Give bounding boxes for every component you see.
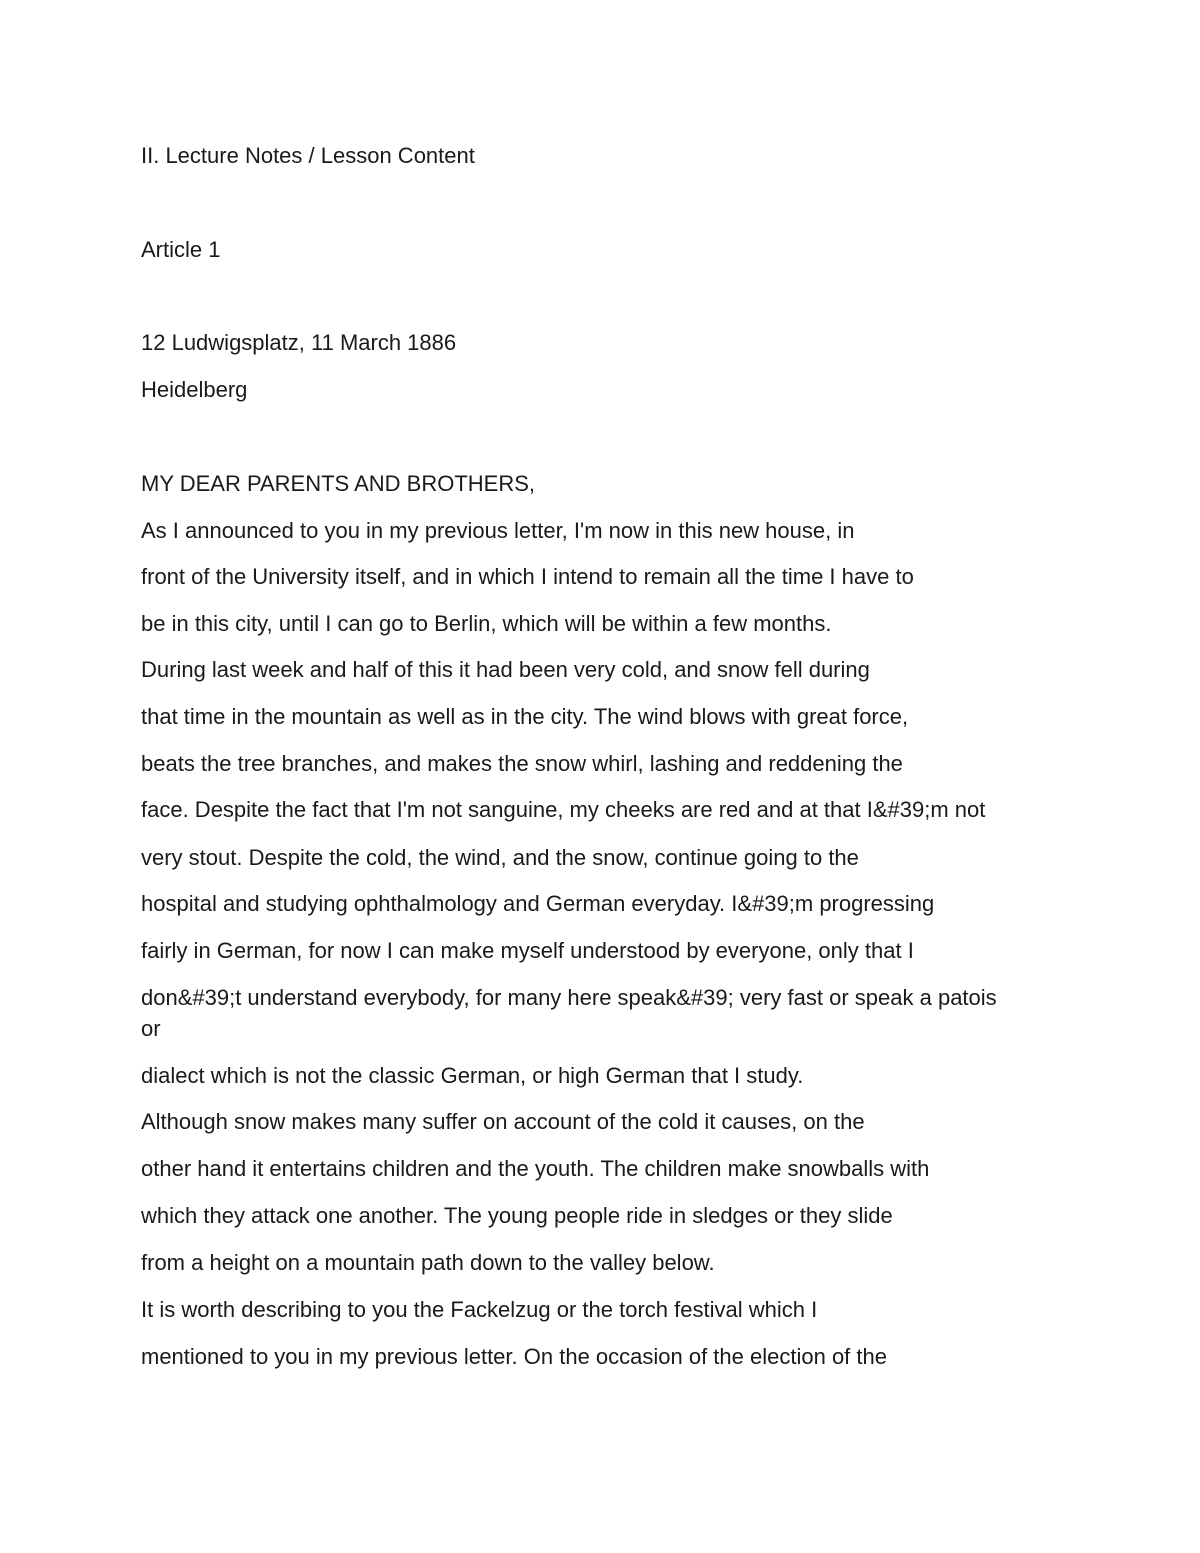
section-heading: II. Lecture Notes / Lesson Content	[141, 143, 475, 168]
body-line: mentioned to you in my previous letter. On the occasion of the election of the	[141, 1344, 887, 1369]
letter-address: 12 Ludwigsplatz, 11 March 1886	[141, 330, 457, 355]
body-line: dialect which is not the classic German, or high German that I study.	[141, 1063, 804, 1088]
body-line: or	[141, 1016, 161, 1041]
body-line: don&#39;t understand everybody, for many here speak&#39; very fast or speak a patois	[141, 985, 997, 1010]
body-line: Although snow makes many suffer on account of the cold it causes, on the	[141, 1109, 865, 1134]
body-line: fairly in German, for now I can make myself understood by everyone, only that I	[141, 938, 914, 963]
body-line: During last week and half of this it had been very cold, and snow fell during	[141, 657, 870, 682]
body-line: that time in the mountain as well as in the city. The wind blows with great force,	[141, 704, 909, 729]
body-line: from a height on a mountain path down to the valley below.	[141, 1250, 715, 1275]
article-label: Article 1	[141, 237, 221, 262]
body-line: be in this city, until I can go to Berlin, which will be within a few months.	[141, 611, 832, 636]
body-line: beats the tree branches, and makes the snow whirl, lashing and reddening the	[141, 751, 903, 776]
letter-city: Heidelberg	[141, 377, 248, 402]
body-line: front of the University itself, and in which I intend to remain all the time I have to	[141, 564, 914, 589]
body-line: It is worth describing to you the Fackelzug or the torch festival which I	[141, 1297, 818, 1322]
body-line: very stout. Despite the cold, the wind, and the snow, continue going to the	[141, 845, 859, 870]
letter-salutation: MY DEAR PARENTS AND BROTHERS,	[141, 471, 536, 496]
body-line: As I announced to you in my previous letter, I'm now in this new house, in	[141, 518, 855, 543]
body-line: face. Despite the fact that I'm not sanguine, my cheeks are red and at that I&#39;m not	[141, 797, 986, 822]
body-line: hospital and studying ophthalmology and German everyday. I&#39;m progressing	[141, 891, 935, 916]
body-line: which they attack one another. The young people ride in sledges or they slide	[141, 1203, 893, 1228]
body-line: other hand it entertains children and the youth. The children make snowballs with	[141, 1156, 930, 1181]
